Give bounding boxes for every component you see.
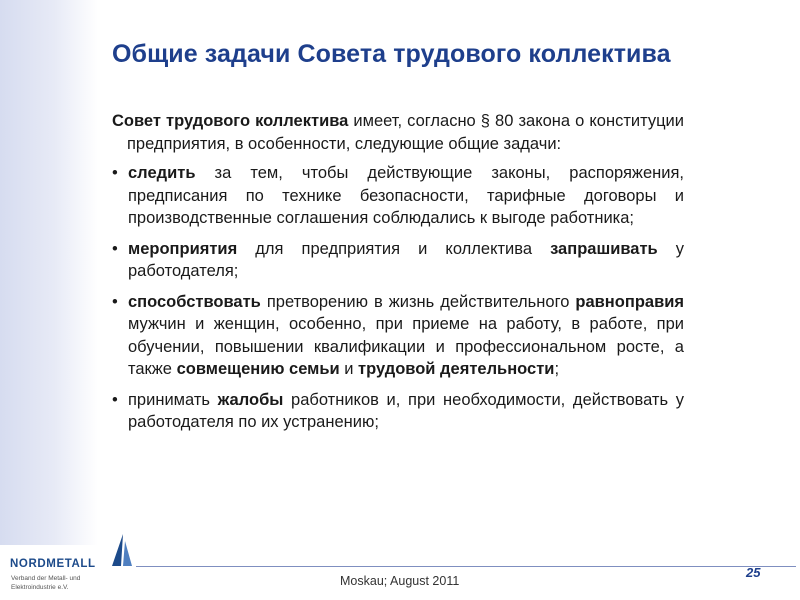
task-text: работников и, при необходимости, действовать у работодателя по их устранению; (128, 390, 684, 431)
task-text: и (339, 360, 359, 378)
task-item (112, 291, 684, 381)
task-text-bold: жалобы (217, 390, 284, 409)
bullet-icon: • (112, 390, 118, 409)
task-item (112, 162, 684, 230)
logo-subtitle-line: Verband der Metall- und (11, 575, 81, 582)
task-text-bold: совмещению семьи (176, 360, 340, 378)
side-gradient-band (0, 0, 98, 545)
intro-paragraph (112, 110, 684, 155)
bullet-icon: • (112, 239, 118, 258)
task-text-bold: способствовать (128, 292, 261, 311)
task-text-bold: запрашивать (550, 239, 658, 258)
footer-location-date: Moskau; August 2011 (340, 574, 460, 588)
sail-logo-icon (106, 532, 134, 568)
task-text: у работодателя; (128, 239, 685, 280)
task-item (112, 389, 684, 434)
logo-subtitle-line: Elektroindustrie e.V. (11, 584, 69, 591)
intro-text: имеет, согласно § 80 закона о конституции предприятия, в особенности, следующие общие задачи: (127, 112, 684, 153)
task-text: за тем, чтобы действующие законы, распоряжения, предписания по технике безопасности, тарифные договоры и производственные соглашения соблюдались к выгоде работника; (128, 164, 684, 227)
task-text-bold: следить (128, 164, 196, 182)
slide-title: Общие задачи Совета трудового коллектива (112, 40, 671, 68)
task-item (112, 238, 684, 283)
task-list (112, 162, 684, 434)
task-text-bold: трудовой деятельности (358, 360, 555, 378)
logo-name: NORDMETALL (10, 558, 96, 570)
logo-subtitle (11, 574, 121, 592)
nordmetall-logo (8, 530, 138, 595)
task-text-bold: равноправия (575, 292, 684, 311)
task-text-bold: мероприятия (128, 239, 238, 258)
slide-body (112, 110, 684, 442)
bullet-icon: • (112, 292, 118, 311)
task-text: для предприятия и коллектива (237, 239, 551, 258)
task-text: принимать (128, 390, 218, 409)
task-text: претворению в жизнь действительного (260, 292, 576, 311)
intro-bold: Совет трудового коллектива (112, 112, 349, 130)
task-text: мужчин и женщин, особенно, при приеме на работу, в работе, при обучении, повышении квалификации и профессиональном росте, а также (128, 315, 684, 378)
page-number: 25 (746, 565, 761, 580)
footer-divider (136, 566, 796, 567)
bullet-icon: • (112, 164, 118, 182)
task-text: ; (554, 360, 560, 378)
